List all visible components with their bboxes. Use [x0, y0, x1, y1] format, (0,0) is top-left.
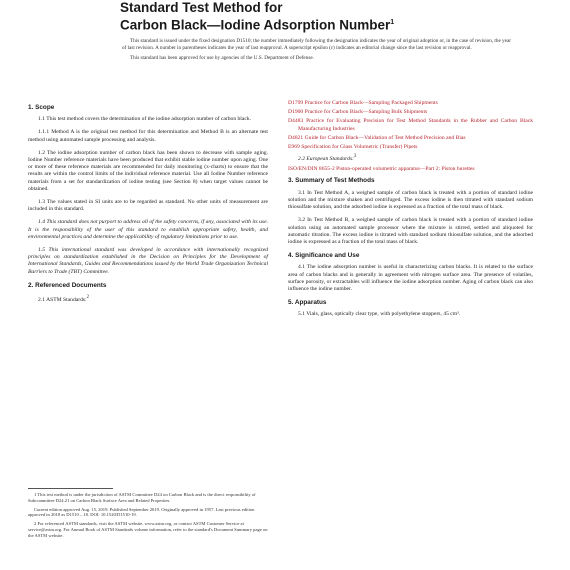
- reference-link[interactable]: D4483 Practice for Evaluating Precision for Test Method Standards in the Rubber and Carbon Black Manufacturing Industries: [288, 118, 533, 132]
- summary-3-1: 3.1 In Test Method A, a weighed sample of carbon black is treated with a portion of standard iodine solution and the mixture shaken and centrifuged. The excess iodine is then titrated with standard sodium thiosulfate solution, and the adsorbed iodine is expressed as a fraction of the total mass of black.: [288, 189, 533, 211]
- title-text: Carbon Black—Iodine Adsorption Number: [120, 17, 391, 33]
- title-block: [120, 0, 520, 33]
- reference-link[interactable]: D4821 Guide for Carbon Black—Validation of Test Method Precision and Bias: [288, 134, 466, 141]
- summary-heading: 3. Summary of Test Methods: [288, 177, 375, 185]
- notice-paragraph-2: This standard has been approved for use by agencies of the U.S. Department of Defense.: [130, 55, 314, 62]
- scope-1-3: 1.3 The values stated in SI units are to be regarded as standard. No other units of measurement are included in this standard.: [28, 199, 268, 213]
- footnote-1b: Current edition approved Aug. 15, 2019. Published September 2019. Originally approved in 1957. Last previous edition approved in 2018 as D1510 – 18. DOI: 10.1520/D1510-19.: [28, 506, 255, 518]
- scope-1-1: 1.1 This test method covers the determination of the iodine adsorption number of carbon black.: [38, 116, 252, 123]
- european-standards-label: [288, 153, 533, 163]
- footnote-1: 1 This test method is under the jurisdiction of ASTM Committee D24 on Carbon Black and is the direct responsibility of Subcommittee D24.21 on Carbon Black Surface Area and Related Properties.: [28, 492, 256, 503]
- referenced-documents-heading: 2. Referenced Documents: [28, 281, 107, 289]
- significance-heading: 4. Significance and Use: [288, 252, 360, 260]
- title-footnote-mark: 1: [390, 19, 395, 26]
- scope-1-2: 1.2 The iodine adsorption number of carbon black has been shown to decrease with sample aging. Iodine Number reference materials have been produced that exhibit stable iodine number upon aging. One or more of these reference materials are recommended for daily monitoring (x-charts) to ensure that the results are within the control limits of the individual reference material. Use all Iodine Number reference materials from a set for standardization of iodine testing (see Section 8) when target values cannot be obtained.: [28, 149, 268, 192]
- scope-1-4: 1.4 This standard does not purport to address all of the safety concerns, if any, associated with its use. It is the responsibility of the user of this standard to establish appropriate safety, health, and environmental practices and determine the applicability of regulatory limitations prior to use.: [28, 219, 268, 240]
- title-line-1: Standard Test Method for: [120, 0, 283, 15]
- right-column: [288, 100, 533, 325]
- designation-notice: [122, 38, 512, 66]
- footnote-2: 2 For referenced ASTM standards, visit the ASTM website, www.astm.org, or contact ASTM Customer Service at service@astm.org. For Annual Book of ASTM Standards volume information, refer to the standard's Document Summary page on the ASTM website.: [28, 521, 268, 538]
- scope-1-1-1: 1.1.1 Method A is the original test method for this determination and Method B is an alternate test method using automated sample processing and analysis.: [28, 129, 268, 143]
- footnotes: [28, 492, 268, 542]
- astm-standards-footnote-mark: 2: [86, 295, 89, 301]
- title-line-2: [120, 15, 520, 33]
- reference-link[interactable]: D1799 Practice for Carbon Black—Sampling Packaged Shipments: [288, 100, 438, 106]
- summary-3-2: 3.2 In Test Method B, a weighed sample of carbon black is treated with a portion of standard iodine solution using an automated sample processor where the mixture is stirred, settled and aliquoted for automatic titration. The excess iodine is titrated with standard sodium thiosulfate solution, and the adsorbed iodine is expressed as a fraction of the total mass of black.: [288, 217, 533, 245]
- apparatus-5-1: 5.1 Vials, glass, optically clear type, with polyethylene stoppers, 45 cm³.: [298, 311, 461, 318]
- iso-reference[interactable]: ISO/EN/DIN 8655-2 Piston-operated volumetric apparatus—Part 2: Piston burettes: [288, 166, 475, 173]
- european-standards-footnote-mark: 3: [354, 154, 357, 160]
- reference-link[interactable]: D1900 Practice for Carbon Black—Sampling Bulk Shipments: [288, 109, 428, 116]
- notice-paragraph-1: This standard is issued under the fixed designation D1510; the number immediately following the designation indicates the year of original adoption or, in the case of revision, the year of last revision. A number in parentheses indicates the year of last reapproval. A superscript epsilon (ε) indicates an editorial change since the last revision or reapproval.: [122, 38, 511, 51]
- footnote-rule: [28, 488, 113, 489]
- left-column: [28, 100, 268, 310]
- european-standards-text: 2.2 European Standards:: [298, 156, 354, 163]
- reference-link[interactable]: E969 Specification for Glass Volumetric (Transfer) Pipets: [288, 144, 418, 151]
- apparatus-heading: 5. Apparatus: [288, 299, 327, 307]
- scope-1-5: 1.5 This international standard was developed in accordance with internationally recognized principles on standardization established in the Decision on Principles for the Development of International Standards, Guides and Recommendations issued by the World Trade Organization Technical Barriers to Trade (TBT) Committee.: [28, 247, 268, 275]
- significance-4-1: 4.1 The iodine adsorption number is useful in characterizing carbon blacks. It is related to the surface area of carbon blacks and is generally in agreement with nitrogen surface area. The presence of volatiles, surface porosity, or extractables will influence the iodine adsorption number. Aging of carbon black can also influence the iodine number.: [288, 264, 533, 292]
- astm-standards-label: [28, 294, 268, 304]
- scope-heading: 1. Scope: [28, 104, 55, 111]
- astm-standards-text: 2.1 ASTM Standards:: [38, 296, 87, 303]
